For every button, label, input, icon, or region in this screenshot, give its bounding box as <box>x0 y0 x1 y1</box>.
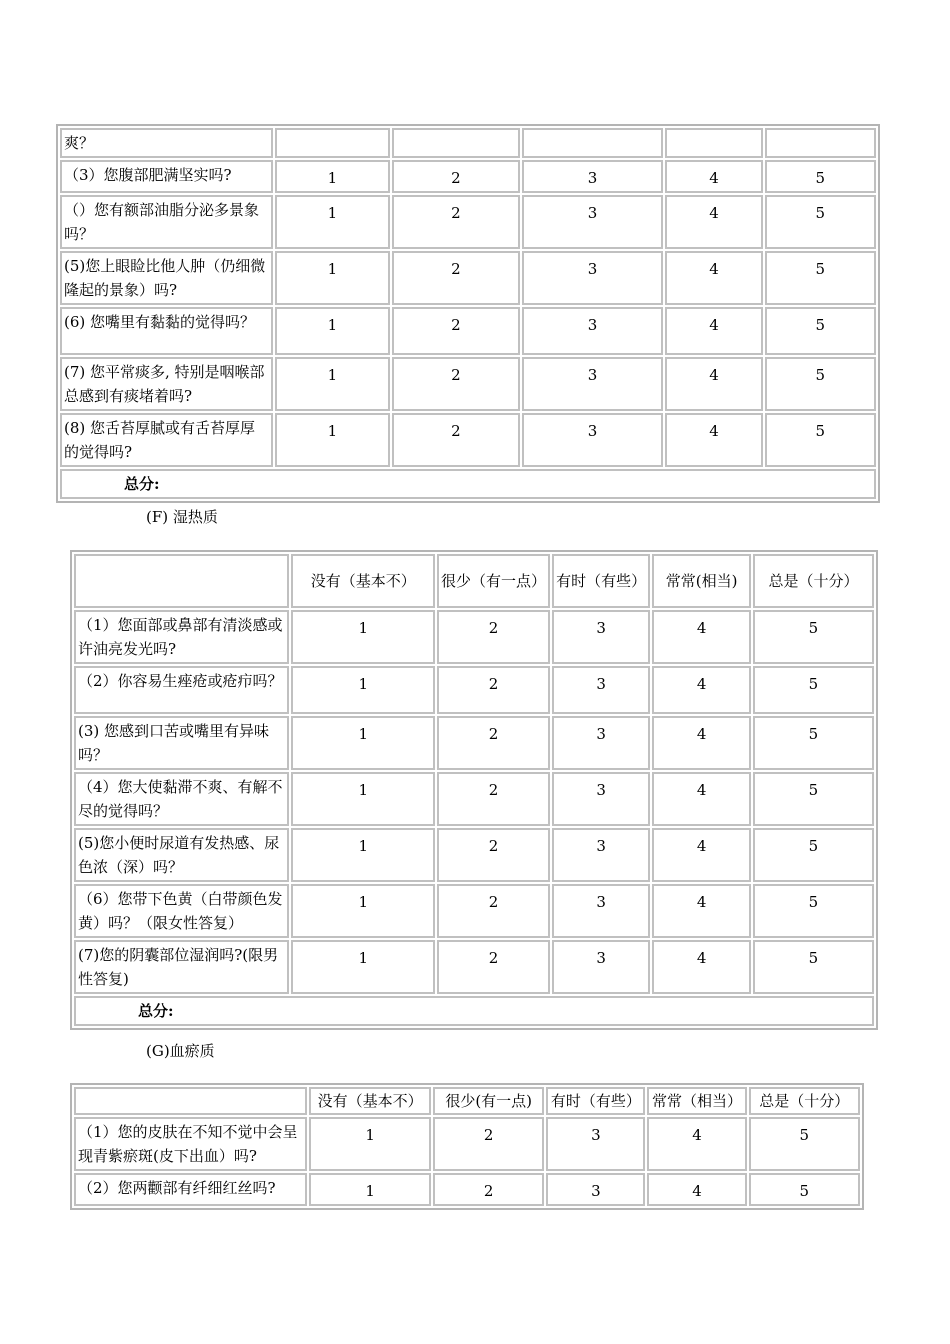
score-cell: 4 <box>647 1117 746 1171</box>
score-cell: 3 <box>552 610 650 664</box>
total-row <box>60 469 876 499</box>
score-cell: 2 <box>392 251 520 305</box>
table-row <box>60 195 876 249</box>
score-cell: 1 <box>309 1173 431 1206</box>
score-cell: 2 <box>437 940 550 994</box>
score-cell: 2 <box>392 195 520 249</box>
score-cell: 1 <box>291 884 435 938</box>
header-cell: 常常（相当） <box>647 1087 746 1115</box>
question-cell: (7)您的阴囊部位湿润吗?(限男性答复) <box>74 940 289 994</box>
score-cell: 2 <box>437 884 550 938</box>
header-cell: 没有（基本不） <box>309 1087 431 1115</box>
score-cell: 4 <box>665 357 762 411</box>
score-cell: 4 <box>665 251 762 305</box>
score-cell: 2 <box>437 772 550 826</box>
score-cell: 5 <box>753 828 874 882</box>
question-cell: （）您有额部油脂分泌多景象吗？ <box>60 195 273 249</box>
section-f-label: (F) 湿热质 <box>146 508 218 526</box>
question-cell: （2）您两颧部有纤细红丝吗? <box>74 1173 307 1206</box>
score-cell: 1 <box>291 716 435 770</box>
score-cell: 4 <box>652 666 750 714</box>
score-cell: 4 <box>652 940 750 994</box>
score-cell: 1 <box>291 610 435 664</box>
question-cell: （2）你容易生痤疮或疮疖吗？ <box>74 666 289 714</box>
table-e <box>56 124 880 503</box>
score-cell: 3 <box>552 666 650 714</box>
score-cell: 5 <box>753 716 874 770</box>
header-row <box>74 1087 860 1115</box>
header-row <box>74 554 874 608</box>
table-g <box>70 1083 864 1210</box>
score-cell: 5 <box>765 195 876 249</box>
score-cell: 5 <box>749 1117 860 1171</box>
score-cell: 4 <box>652 884 750 938</box>
table-row <box>74 884 874 938</box>
table-row <box>60 413 876 467</box>
score-cell: 2 <box>392 357 520 411</box>
score-cell: 3 <box>546 1117 645 1171</box>
score-cell: 2 <box>433 1173 544 1206</box>
score-cell: 3 <box>552 828 650 882</box>
score-cell: 3 <box>546 1173 645 1206</box>
score-cell: 2 <box>437 828 550 882</box>
question-cell: (7) 您平常痰多, 特别是咽喉部总感到有痰堵着吗? <box>60 357 273 411</box>
table-row <box>60 251 876 305</box>
table-row <box>60 357 876 411</box>
score-cell: 5 <box>765 160 876 193</box>
question-cell: 爽？ <box>60 128 273 158</box>
header-cell: 常常(相当) <box>652 554 750 608</box>
score-cell: 1 <box>291 666 435 714</box>
question-cell: （4）您大使黏滞不爽、有解不尽的觉得吗？ <box>74 772 289 826</box>
score-cell: 5 <box>765 357 876 411</box>
score-cell: 3 <box>522 251 664 305</box>
table-row <box>74 828 874 882</box>
score-cell: 3 <box>522 357 664 411</box>
score-cell: 2 <box>437 610 550 664</box>
score-cell: 1 <box>275 160 390 193</box>
total-label: 总分: <box>60 469 876 499</box>
table-row <box>74 610 874 664</box>
table-row <box>60 160 876 193</box>
score-cell <box>275 128 390 158</box>
score-cell: 4 <box>652 772 750 826</box>
score-cell: 1 <box>291 772 435 826</box>
score-cell: 2 <box>392 413 520 467</box>
score-cell <box>522 128 664 158</box>
question-cell: （1）您的皮肤在不知不觉中会呈现青紫瘀斑(皮下出血）吗? <box>74 1117 307 1171</box>
score-cell <box>392 128 520 158</box>
score-cell: 4 <box>652 828 750 882</box>
score-cell: 3 <box>552 772 650 826</box>
score-cell: 4 <box>652 716 750 770</box>
score-cell: 2 <box>392 160 520 193</box>
score-cell: 1 <box>309 1117 431 1171</box>
table-row <box>60 307 876 355</box>
score-cell: 4 <box>665 160 762 193</box>
score-cell: 5 <box>765 307 876 355</box>
score-cell <box>665 128 762 158</box>
score-cell: 3 <box>522 160 664 193</box>
score-cell: 3 <box>522 195 664 249</box>
header-cell: 很少（有一点） <box>437 554 550 608</box>
score-cell: 1 <box>275 357 390 411</box>
question-cell: (8) 您舌苔厚腻或有舌苔厚厚的觉得吗? <box>60 413 273 467</box>
table-row <box>74 940 874 994</box>
question-cell: （1）您面部或鼻部有清淡感或许油亮发光吗? <box>74 610 289 664</box>
section-g-label: (G)血瘀质 <box>146 1042 215 1060</box>
score-cell: 1 <box>275 195 390 249</box>
score-cell: 3 <box>522 413 664 467</box>
score-cell: 1 <box>275 307 390 355</box>
table-row <box>74 716 874 770</box>
score-cell: 3 <box>552 884 650 938</box>
question-cell: (6) 您嘴里有黏黏的觉得吗？ <box>60 307 273 355</box>
score-cell: 3 <box>522 307 664 355</box>
score-cell: 1 <box>275 413 390 467</box>
header-cell: 很少(有一点) <box>433 1087 544 1115</box>
score-cell: 4 <box>665 307 762 355</box>
table-row <box>74 1117 860 1171</box>
score-cell: 2 <box>437 716 550 770</box>
header-cell: 总是（十分） <box>753 554 874 608</box>
score-cell: 1 <box>275 251 390 305</box>
header-cell: 没有（基本不） <box>291 554 435 608</box>
score-cell: 5 <box>749 1173 860 1206</box>
question-cell: （3）您腹部肥满坚实吗? <box>60 160 273 193</box>
score-cell: 2 <box>437 666 550 714</box>
score-cell: 4 <box>665 413 762 467</box>
score-cell: 5 <box>753 666 874 714</box>
question-cell: （6）您带下色黄（白带颜色发黄）吗？（限女性答复） <box>74 884 289 938</box>
score-cell: 5 <box>765 413 876 467</box>
table-row <box>74 772 874 826</box>
score-cell <box>765 128 876 158</box>
question-cell: (5)您小便时尿道有发热感、尿色浓（深）吗？ <box>74 828 289 882</box>
score-cell: 5 <box>765 251 876 305</box>
total-row <box>74 996 874 1026</box>
score-cell: 3 <box>552 716 650 770</box>
question-cell: (5)您上眼睑比他人肿（仍细微隆起的景象）吗? <box>60 251 273 305</box>
table-f <box>70 550 878 1030</box>
score-cell: 5 <box>753 940 874 994</box>
table-row <box>60 128 876 158</box>
question-cell: (3) 您感到口苦或嘴里有异味吗？ <box>74 716 289 770</box>
header-cell: 有时（有些） <box>552 554 650 608</box>
score-cell: 4 <box>652 610 750 664</box>
header-cell <box>74 554 289 608</box>
score-cell: 1 <box>291 940 435 994</box>
score-cell: 2 <box>392 307 520 355</box>
table-row <box>74 666 874 714</box>
score-cell: 4 <box>665 195 762 249</box>
total-label: 总分: <box>74 996 874 1026</box>
table-row <box>74 1173 860 1206</box>
score-cell: 5 <box>753 610 874 664</box>
header-cell <box>74 1087 307 1115</box>
score-cell: 4 <box>647 1173 746 1206</box>
score-cell: 5 <box>753 884 874 938</box>
score-cell: 1 <box>291 828 435 882</box>
score-cell: 3 <box>552 940 650 994</box>
header-cell: 有时（有些） <box>546 1087 645 1115</box>
score-cell: 2 <box>433 1117 544 1171</box>
header-cell: 总是（十分） <box>749 1087 860 1115</box>
score-cell: 5 <box>753 772 874 826</box>
